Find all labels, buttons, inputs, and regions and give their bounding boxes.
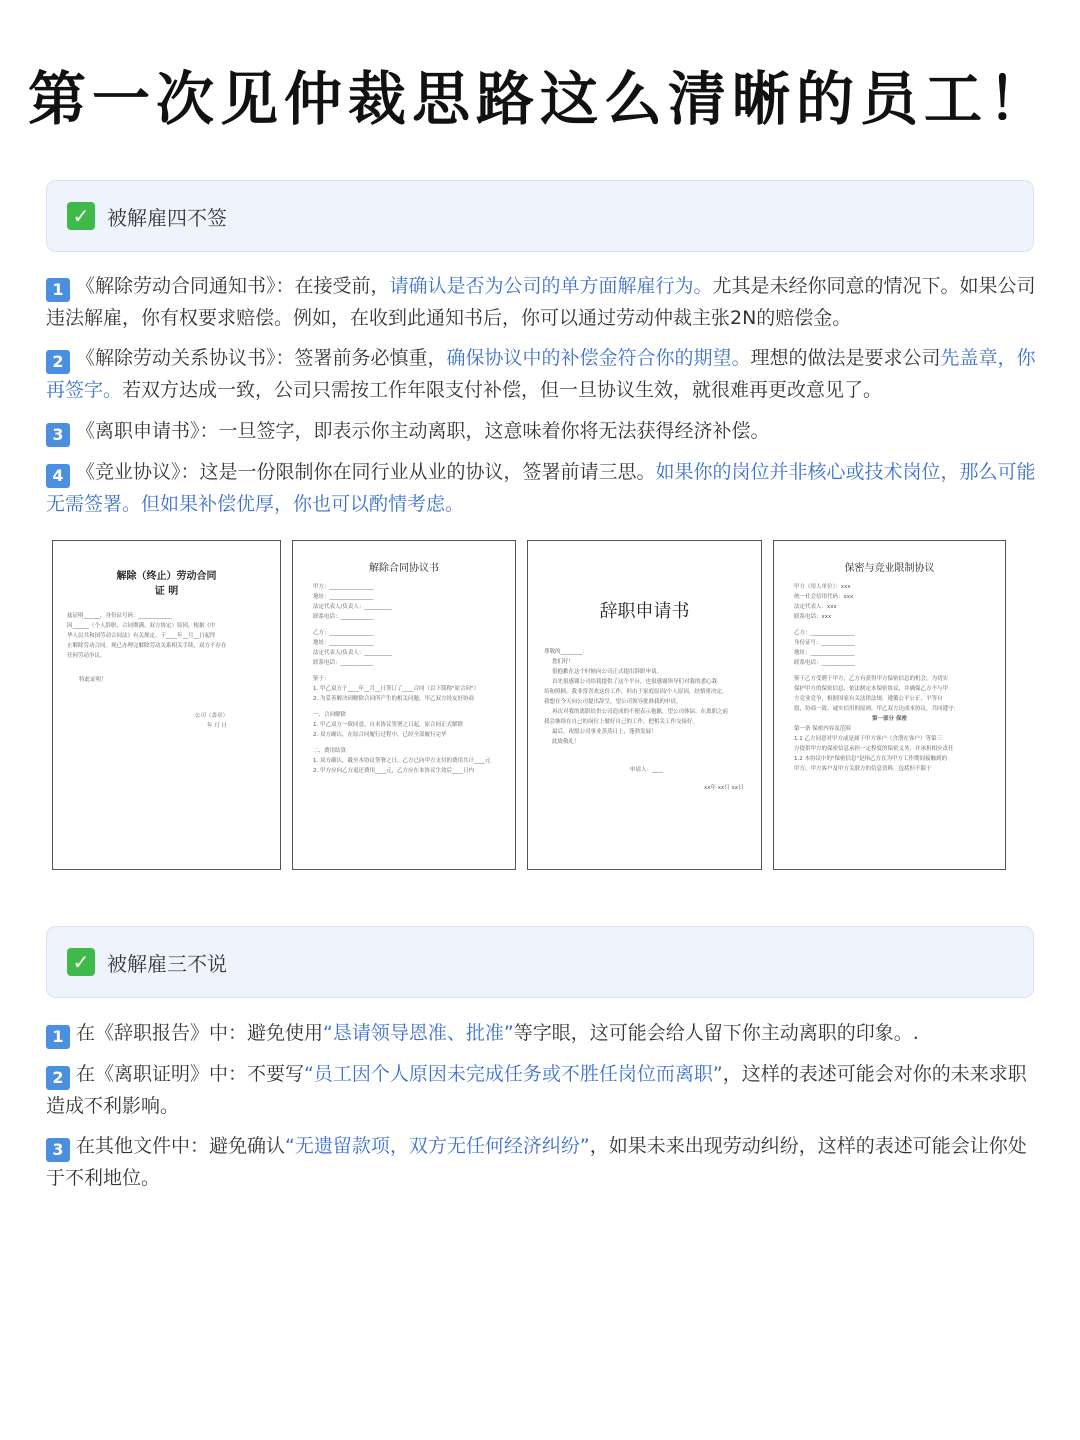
document-title: 解除（终止）劳动合同 证 明 <box>116 571 217 597</box>
document-line: 申请人：____ <box>630 767 664 773</box>
document-line: 联系电话：xxx <box>794 614 832 620</box>
text-segment: 尤其是未经你同意的情况下。如果公司违法解雇，你有权要求赔偿。例如，在收到此通知书后，你可以通过劳动仲裁主张2N的赔偿金。 <box>46 275 1036 329</box>
document-line: 因______（个人辞职、合同期满、双方协定）原因，根据《中 <box>67 623 216 629</box>
document-line: 保护甲方的保密信息，依法制定本保密协议，并确保乙方不与甲 <box>794 686 949 692</box>
document-termination-certificate <box>52 540 281 870</box>
number-1-icon: 1 <box>46 1025 70 1049</box>
number-2-icon: 2 <box>46 350 70 374</box>
paragraph-item-1 <box>46 270 1036 334</box>
document-line: 年 月 日 <box>207 723 227 729</box>
section-header-label: 被解雇四不签 <box>107 205 227 230</box>
document-title: 保密与竞业限制协议 <box>844 563 935 574</box>
document-line: 1.2 本协议中的"保密信息"是指乙方在为甲方工作期间接触到的 <box>794 756 948 762</box>
text-segment: 若双方达成一致，公司只需按工作年限支付补偿，但一旦协议生效，就很难再更改意见了。 <box>122 379 883 401</box>
text-segment: 《竞业协议》：这是一份限制你在同行业从业的协议，签署前请三思。 <box>76 461 656 483</box>
document-line: xx年 xx月 xx日 <box>704 785 744 791</box>
document-line: 甲方（用人单位）：xxx <box>794 584 851 590</box>
document-line: 我会继续在自己的岗位上做好自己的工作，把相关工作交接好。 <box>544 719 699 725</box>
document-line: 2. 甲方应向乙方退还费用____元，乙方应在本协议生效后____日内 <box>313 768 474 774</box>
text-segment: 《离职申请书》：一旦签字，即表示你主动离职，这意味着你将无法获得经济补偿。 <box>76 420 770 442</box>
text-segment: 在其他文件中：避免确认 <box>76 1135 286 1157</box>
document-line: 甲方：________________ <box>313 584 374 590</box>
text-segment: 在《辞职报告》中：避免使用 <box>76 1022 324 1044</box>
section-header-four-no-sign <box>46 180 1034 252</box>
paragraph-item-3 <box>46 1130 1036 1194</box>
document-line: 第一条 保密内容及范围 <box>794 726 851 732</box>
document-line: 1. 甲乙双方于____年__月__日签订了____合同（以下简称"原合同"） <box>313 686 480 692</box>
document-line: 首先很感谢公司给我提供了这个平台，也很感谢领导们对我的悉心栽 <box>552 679 718 685</box>
document-line: 最后，祝愿公司事业蒸蒸日上，蓬勃发展！ <box>552 729 657 735</box>
document-line: 地址：________________ <box>794 650 855 656</box>
number-3-icon: 3 <box>46 423 70 447</box>
text-segment: 理想的做法是要求公司 <box>750 347 941 369</box>
document-line: 乙方：________________ <box>313 630 374 636</box>
document-line: 法定代表人/负责人：__________ <box>313 650 392 656</box>
document-line: 公司（盖章） <box>195 713 229 719</box>
highlight-text: “无遗留款项，双方无任何经济纠纷” <box>285 1135 590 1157</box>
document-line: 很抱歉在这个时候向公司正式提出辞职申请。 <box>552 669 663 675</box>
document-line: 任何劳动争议。 <box>67 653 106 659</box>
document-line: 二、费用结算 <box>313 748 347 754</box>
highlight-text: “恳请领导恩准、批准” <box>323 1022 514 1044</box>
document-line: 统一社会信用代码：xxx <box>794 594 854 600</box>
document-line: 您们好！ <box>552 659 575 665</box>
text-segment: 《解除劳动合同通知书》：在接受前， <box>76 275 390 297</box>
document-line: 2. 双方确认，在原合同履行过程中，已经全部履行完毕 <box>313 732 447 738</box>
text-segment: ，如果未来出现劳动纠纷，这样的表述可能会让你处于不利地位。 <box>46 1135 1027 1189</box>
text-segment: 等字眼，这可能会给人留下你主动离职的印象。. <box>513 1022 919 1044</box>
paragraph-item-3 <box>46 415 1036 447</box>
document-line: 华人民共和国劳动合同法》有关规定，于____年__月__日起终 <box>67 633 216 639</box>
paragraph-item-1 <box>46 1017 1036 1049</box>
number-3-icon: 3 <box>46 1138 70 1162</box>
document-line: 再次对我的离职给贵公司造成的不便表示抱歉，望公司体谅。在离职之前 <box>552 709 729 715</box>
document-line: 法定代表人：xxx <box>794 604 837 610</box>
highlight-text: 如果你的岗位并非核心或技术岗位，那么可能无需签署。但如果补偿优厚，你也可以酌情考虑。 <box>46 461 1036 515</box>
document-confidentiality-noncompete-agreement <box>773 540 1006 870</box>
document-line: 鉴于： <box>313 676 330 682</box>
document-title: 解除合同协议书 <box>369 563 439 574</box>
document-line: 方竞业竞争，根据国家有关法律法规，遵循公平公正、平等自 <box>794 696 943 702</box>
document-line: 法定代表人/负责人：__________ <box>313 604 392 610</box>
document-line: 乙方：________________ <box>794 630 855 636</box>
document-line: 身份证号：____________ <box>794 640 855 646</box>
document-line: 培和照顾，我非常喜欢这份工作，但由于家庭原因/个人原因，经慎重决定， <box>544 689 728 695</box>
document-line: 地址：________________ <box>313 594 374 600</box>
document-line: 兹证明______，身份证号码：____________ <box>67 613 172 619</box>
number-2-icon: 2 <box>46 1066 70 1090</box>
check-icon: ✓ <box>67 202 95 230</box>
document-line: 愿、协商一致、诚实信用的原则，甲乙双方达成本协议，共同遵守： <box>794 706 960 712</box>
highlight-text: 确保协议中的补偿金符合你的期望。 <box>446 347 751 369</box>
document-line: 一、合同解除 <box>313 712 347 718</box>
document-line: 我想在今天向公司提出辞呈，望公司领导批准我的申请。 <box>544 699 682 705</box>
number-4-icon: 4 <box>46 464 70 488</box>
document-title: 辞职申请书 <box>599 601 690 622</box>
document-line: 特此证明！ <box>79 677 107 683</box>
document-line: 止解除劳动合同。现已办理完解除劳动关系相关手续，双方不存在 <box>67 643 227 649</box>
highlight-text: 先盖章，你再签字。 <box>46 347 1036 401</box>
document-line: 此致敬礼！ <box>552 739 580 745</box>
document-line: 联系电话：____________ <box>794 660 855 666</box>
document-line: 第一部分 保密 <box>872 716 907 722</box>
highlight-text: 请确认是否为公司的单方面解雇行为。 <box>389 275 713 297</box>
section-header-label: 被解雇三不说 <box>107 951 227 976</box>
document-line: 地址：________________ <box>313 640 374 646</box>
highlight-text: “员工因个人原因未完成任务或不胜任岗位而离职” <box>304 1063 723 1085</box>
check-icon: ✓ <box>67 948 95 976</box>
document-line: 尊敬的________： <box>544 649 589 655</box>
paragraph-item-2 <box>46 1058 1036 1122</box>
document-line: 联系电话：____________ <box>313 660 374 666</box>
document-contract-termination-agreement <box>292 540 516 870</box>
section-header-three-no-say <box>46 926 1034 998</box>
text-segment: ，这样的表述可能会对你的未来求职造成不利影响。 <box>46 1063 1027 1117</box>
text-segment: 在《离职证明》中：不要写 <box>76 1063 305 1085</box>
document-line: 1. 双方确认，截至本协议签署之日，乙方已向甲方支付的费用共计____元 <box>313 758 491 764</box>
document-line: 甲方、甲方客户及甲方关联方的信息资料，包括但不限于 <box>794 766 932 772</box>
document-line: 1.1 乙方同意对甲方或是属于甲方客户（含潜在客户）等第三 <box>794 736 942 742</box>
document-resignation-application <box>527 540 762 870</box>
number-1-icon: 1 <box>46 278 70 302</box>
document-line: 鉴于乙方受聘于甲方，乙方有获得甲方保密信息的机会，为切实 <box>794 676 949 682</box>
paragraph-item-2 <box>46 342 1036 406</box>
text-segment: 《解除劳动关系协议书》：签署前务必慎重， <box>76 347 447 369</box>
paragraph-item-4 <box>46 456 1036 520</box>
document-line: 1. 甲乙双方一致同意，自本协议签署之日起，原合同正式解除 <box>313 722 463 728</box>
document-line: 联系电话：____________ <box>313 614 374 620</box>
document-line: 2. 为妥善解决因解除合同所产生的相关问题，甲乙双方经友好协商 <box>313 696 474 702</box>
document-line: 方提供甲方的保密信息承担一定程度的保密义务，并承担相应责任 <box>794 746 954 752</box>
page-title: 第一次见仲裁思路这么清晰的员工！ <box>27 65 1052 133</box>
